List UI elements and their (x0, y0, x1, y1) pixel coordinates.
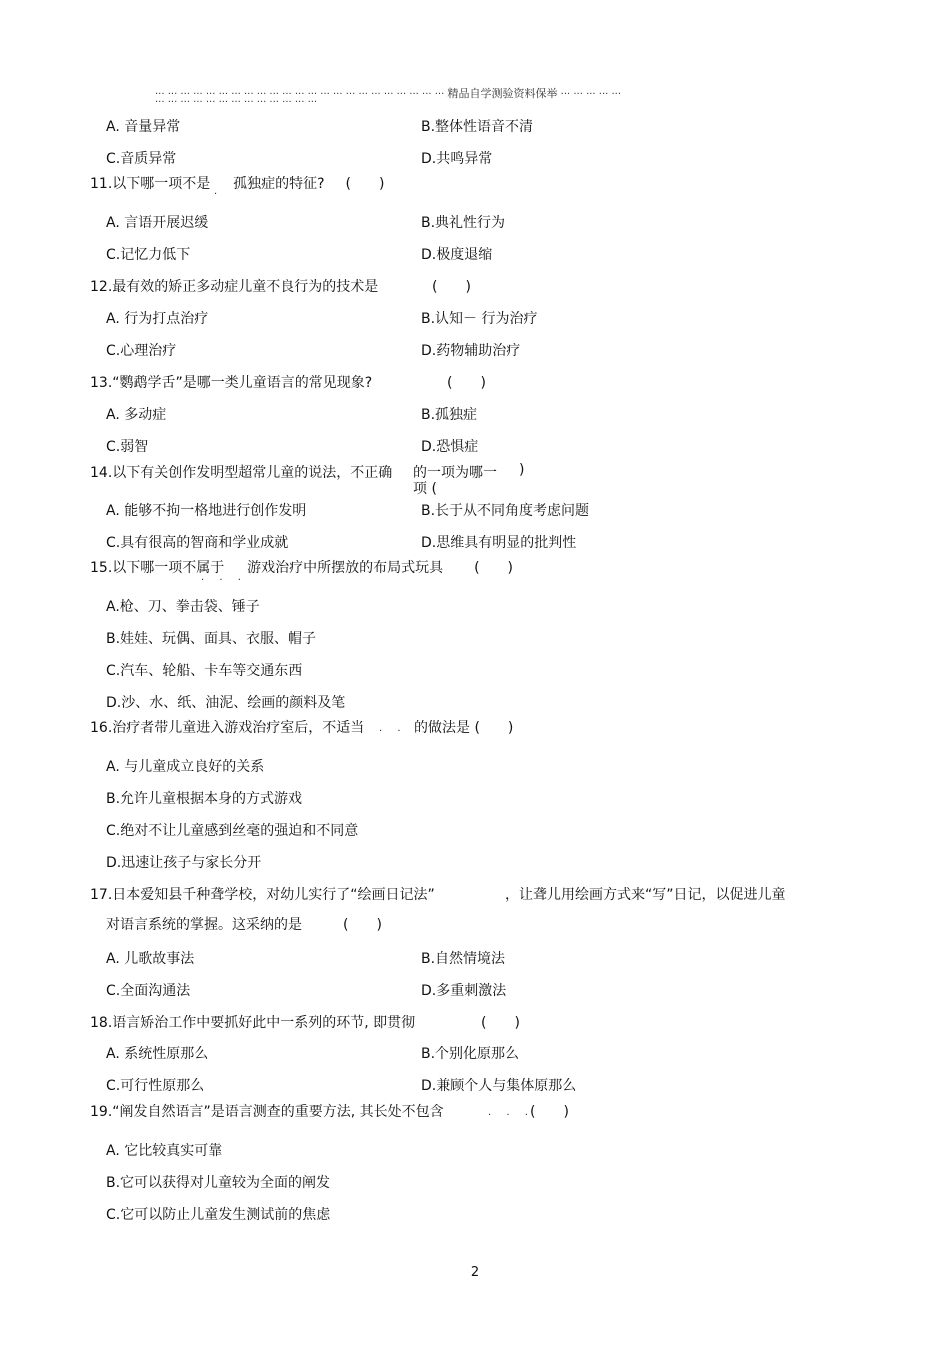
q15-paren: ( ) (474, 560, 514, 576)
q14-stem-tail: 项 ( (413, 481, 437, 497)
q14-paren-close: ) (519, 462, 525, 478)
header-dots-right: ··· ··· ··· ··· ··· (560, 89, 622, 100)
q18-option-b: B.个别化原那么 (421, 1046, 520, 1062)
q19-stem: 19.“阐发自然语言”是语言测查的重要方法, 其长处不包含 (90, 1104, 444, 1120)
q14-stem-mid: 的一项为哪一 (413, 465, 497, 481)
q16-option-a: A. 与儿童成立良好的关系 (106, 759, 265, 775)
q16-option-d: D.迅速让孩子与家长分开 (106, 855, 262, 871)
q14-stem-pre: 14.以下有关创作发明型超常儿童的说法，不正确 (90, 465, 393, 481)
q12-option-b: B.认知－ 行为治疗 (421, 311, 538, 327)
q11-option-d: D.极度退缩 (421, 247, 493, 263)
q18-stem: 18.语言矫治工作中要抓好此中一系列的环节, 即贯彻 (90, 1015, 416, 1031)
q19-paren: ( ) (530, 1104, 569, 1120)
q17-paren: ( ) (343, 917, 382, 933)
page-number: 2 (470, 1265, 480, 1280)
q11-stem-pre: 11.以下哪一项不是 (90, 176, 211, 192)
header-dots-line2: ··· ··· ··· ··· ··· ··· ··· ··· ··· ··· ··· ··· ··· (155, 97, 318, 108)
q19-option-c: C.它可以防止儿童发生测试前的焦虑 (106, 1207, 331, 1223)
q11-stem (90, 173, 384, 193)
q15-stem-pre: 15.以下哪一项不属于 (90, 560, 225, 576)
q14-option-c: C.具有很高的智商和学业成就 (106, 535, 289, 551)
q15-stem (90, 557, 513, 577)
q12-paren: ( ) (432, 279, 471, 295)
q13-option-d: D.恐惧症 (421, 439, 479, 455)
q18-paren: ( ) (481, 1015, 520, 1031)
q14-option-d: D.思维具有明显的批判性 (421, 535, 577, 551)
q17-line1-pre: 17.日本爱知县千种聋学校，对幼儿实行了“绘画日记法” (90, 887, 435, 903)
q13-option-a: A. 多动症 (106, 407, 167, 423)
q18-option-a: A. 系统性原那么 (106, 1046, 209, 1062)
q17-line1-post: ，让聋儿用绘画方式来“写”日记，以促进儿童 (505, 887, 786, 903)
q15-stem-post: 游戏治疗中所摆放的布局式玩具 (247, 560, 444, 576)
q13-paren: ( ) (447, 375, 486, 391)
q17-option-c: C.全面沟通法 (106, 983, 191, 999)
q15-option-b: B.娃娃、玩偶、面具、衣服、帽子 (106, 631, 317, 647)
q19-option-b: B.它可以获得对儿童较为全面的阐发 (106, 1175, 331, 1191)
q13-option-c: C.弱智 (106, 439, 149, 455)
q16-option-c: C.绝对不让儿童感到丝毫的强迫和不同意 (106, 823, 359, 839)
q19-emphasis-dots: · · · (488, 1110, 534, 1121)
q12-option-d: D.药物辅助治疗 (421, 343, 521, 359)
q15-option-a: A.枪、刀、拳击袋、锤子 (106, 599, 260, 615)
header-title: 精品自学测验资料保举 (447, 87, 558, 100)
q13-option-b: B.孤独症 (421, 407, 478, 423)
q12-option-a: A. 行为打点治疗 (106, 311, 209, 327)
q11-paren: ( ) (345, 176, 385, 192)
q16-stem-pre: 16.治疗者带儿童进入游戏治疗室后，不适当 (90, 720, 365, 736)
q11-emphasis-dot: · (214, 189, 224, 200)
header-dots-left: ··· ··· ··· ··· ··· ··· ··· ··· ··· ··· ··· ··· ··· ··· ··· ··· ··· ··· ··· ··· ··· ··· ··· (155, 89, 445, 100)
q11-option-b: B.典礼性行为 (421, 215, 506, 231)
q14-option-b: B.长于从不同角度考虑问题 (421, 503, 590, 519)
q15-emphasis-dots: · · · (201, 575, 247, 586)
q14-option-a: A. 能够不拘一格地进行创作发明 (106, 503, 307, 519)
q12-stem: 12.最有效的矫正多动症儿童不良行为的技术是 (90, 279, 379, 295)
q15-option-d: D.沙、水、纸、油泥、绘画的颜料及笔 (106, 695, 346, 711)
q16-option-b: B.允许儿童根据本身的方式游戏 (106, 791, 303, 807)
q18-option-c: C.可行性原那么 (106, 1078, 205, 1094)
q18-option-d: D.兼顾个人与集体原那么 (421, 1078, 577, 1094)
q10-option-d: D.共鸣异常 (421, 151, 493, 167)
q17-option-a: A. 儿歌故事法 (106, 951, 195, 967)
q15-option-c: C.汽车、轮船、卡车等交通东西 (106, 663, 303, 679)
q17-line2: 对语言系统的掌握。这采纳的是 (106, 917, 302, 933)
q16-stem-post: 的做法是 ( ) (414, 720, 514, 736)
q19-option-a: A. 它比较真实可靠 (106, 1143, 223, 1159)
q17-option-d: D.多重刺激法 (421, 983, 507, 999)
q11-option-c: C.记忆力低下 (106, 247, 191, 263)
q17-option-b: B.自然情境法 (421, 951, 506, 967)
q10-option-b: B.整体性语音不清 (421, 119, 534, 135)
q13-stem: 13.“鹦鹉学舌”是哪一类儿童语言的常见现象? (90, 375, 373, 391)
q11-option-a: A. 言语开展迟缓 (106, 215, 209, 231)
q10-option-c: C.音质异常 (106, 151, 177, 167)
q11-stem-post: 孤独症的特征? (233, 176, 325, 192)
q16-emphasis-dots: · · (379, 726, 407, 737)
q12-option-c: C.心理治疗 (106, 343, 177, 359)
q10-option-a: A. 音量异常 (106, 119, 181, 135)
